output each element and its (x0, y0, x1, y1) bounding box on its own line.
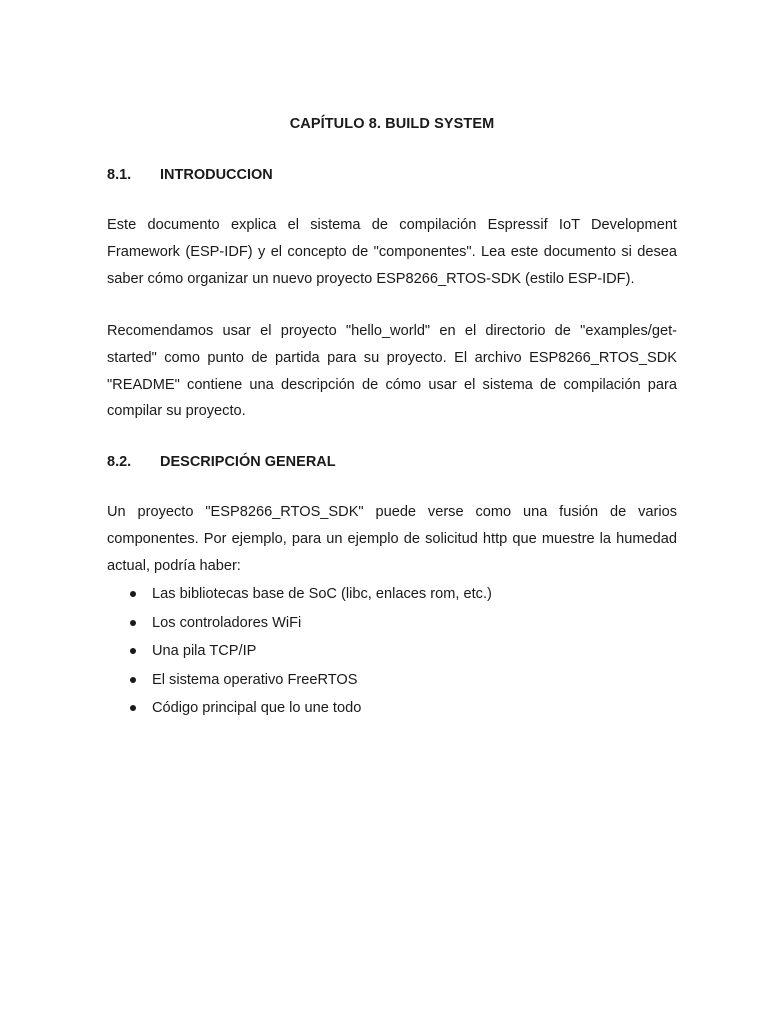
overview-paragraph: Un proyecto "ESP8266_RTOS_SDK" puede verse como una fusión de varios componentes. Por ejemplo, para un ejemplo de solicitud http que muestre la humedad actual, podría haber: (107, 504, 677, 574)
list-item-text: Los controladores WiFi (152, 614, 302, 631)
section-number: 8.1. (107, 167, 132, 183)
list-item-text: Las bibliotecas base de SoC (libc, enlaces rom, etc.) (152, 586, 492, 602)
component-list (107, 581, 492, 724)
bullet-icon (130, 620, 136, 626)
bullet-icon (130, 705, 136, 711)
bullet-icon (130, 648, 136, 654)
list-item-text: El sistema operativo FreeRTOS (152, 671, 358, 688)
list-item (107, 695, 492, 724)
section-title: DESCRIPCIÓN GENERAL (160, 454, 336, 470)
list-item-text: Código principal que lo une todo (152, 700, 362, 717)
section-heading-8-2 (107, 454, 336, 470)
intro-paragraph-1: Este documento explica el sistema de compilación Espressif IoT Development Framework (ESP-IDF) y el concepto de "componentes". Lea este documento si desea saber cómo organizar un nuevo proyecto ESP8266_RTOS-SDK (estilo ESP-IDF). (107, 217, 677, 287)
bullet-icon (130, 677, 136, 683)
bullet-icon (130, 591, 136, 597)
section-title: INTRODUCCION (160, 167, 273, 183)
section-number: 8.2. (107, 454, 132, 470)
list-item (107, 667, 492, 696)
chapter-title: CAPÍTULO 8. BUILD SYSTEM (289, 116, 495, 132)
list-item (107, 638, 492, 667)
list-item (107, 581, 492, 610)
section-heading-8-1 (107, 167, 273, 183)
intro-paragraph-2: Recomendamos usar el proyecto "hello_world" en el directorio de "examples/get-started" como punto de partida para su proyecto. El archivo ESP8266_RTOS_SDK "README" contiene una descripción de cómo usar el sistema de compilación para compilar su proyecto. (107, 323, 677, 420)
list-item-text: Una pila TCP/IP (152, 643, 257, 660)
list-item (107, 610, 492, 639)
